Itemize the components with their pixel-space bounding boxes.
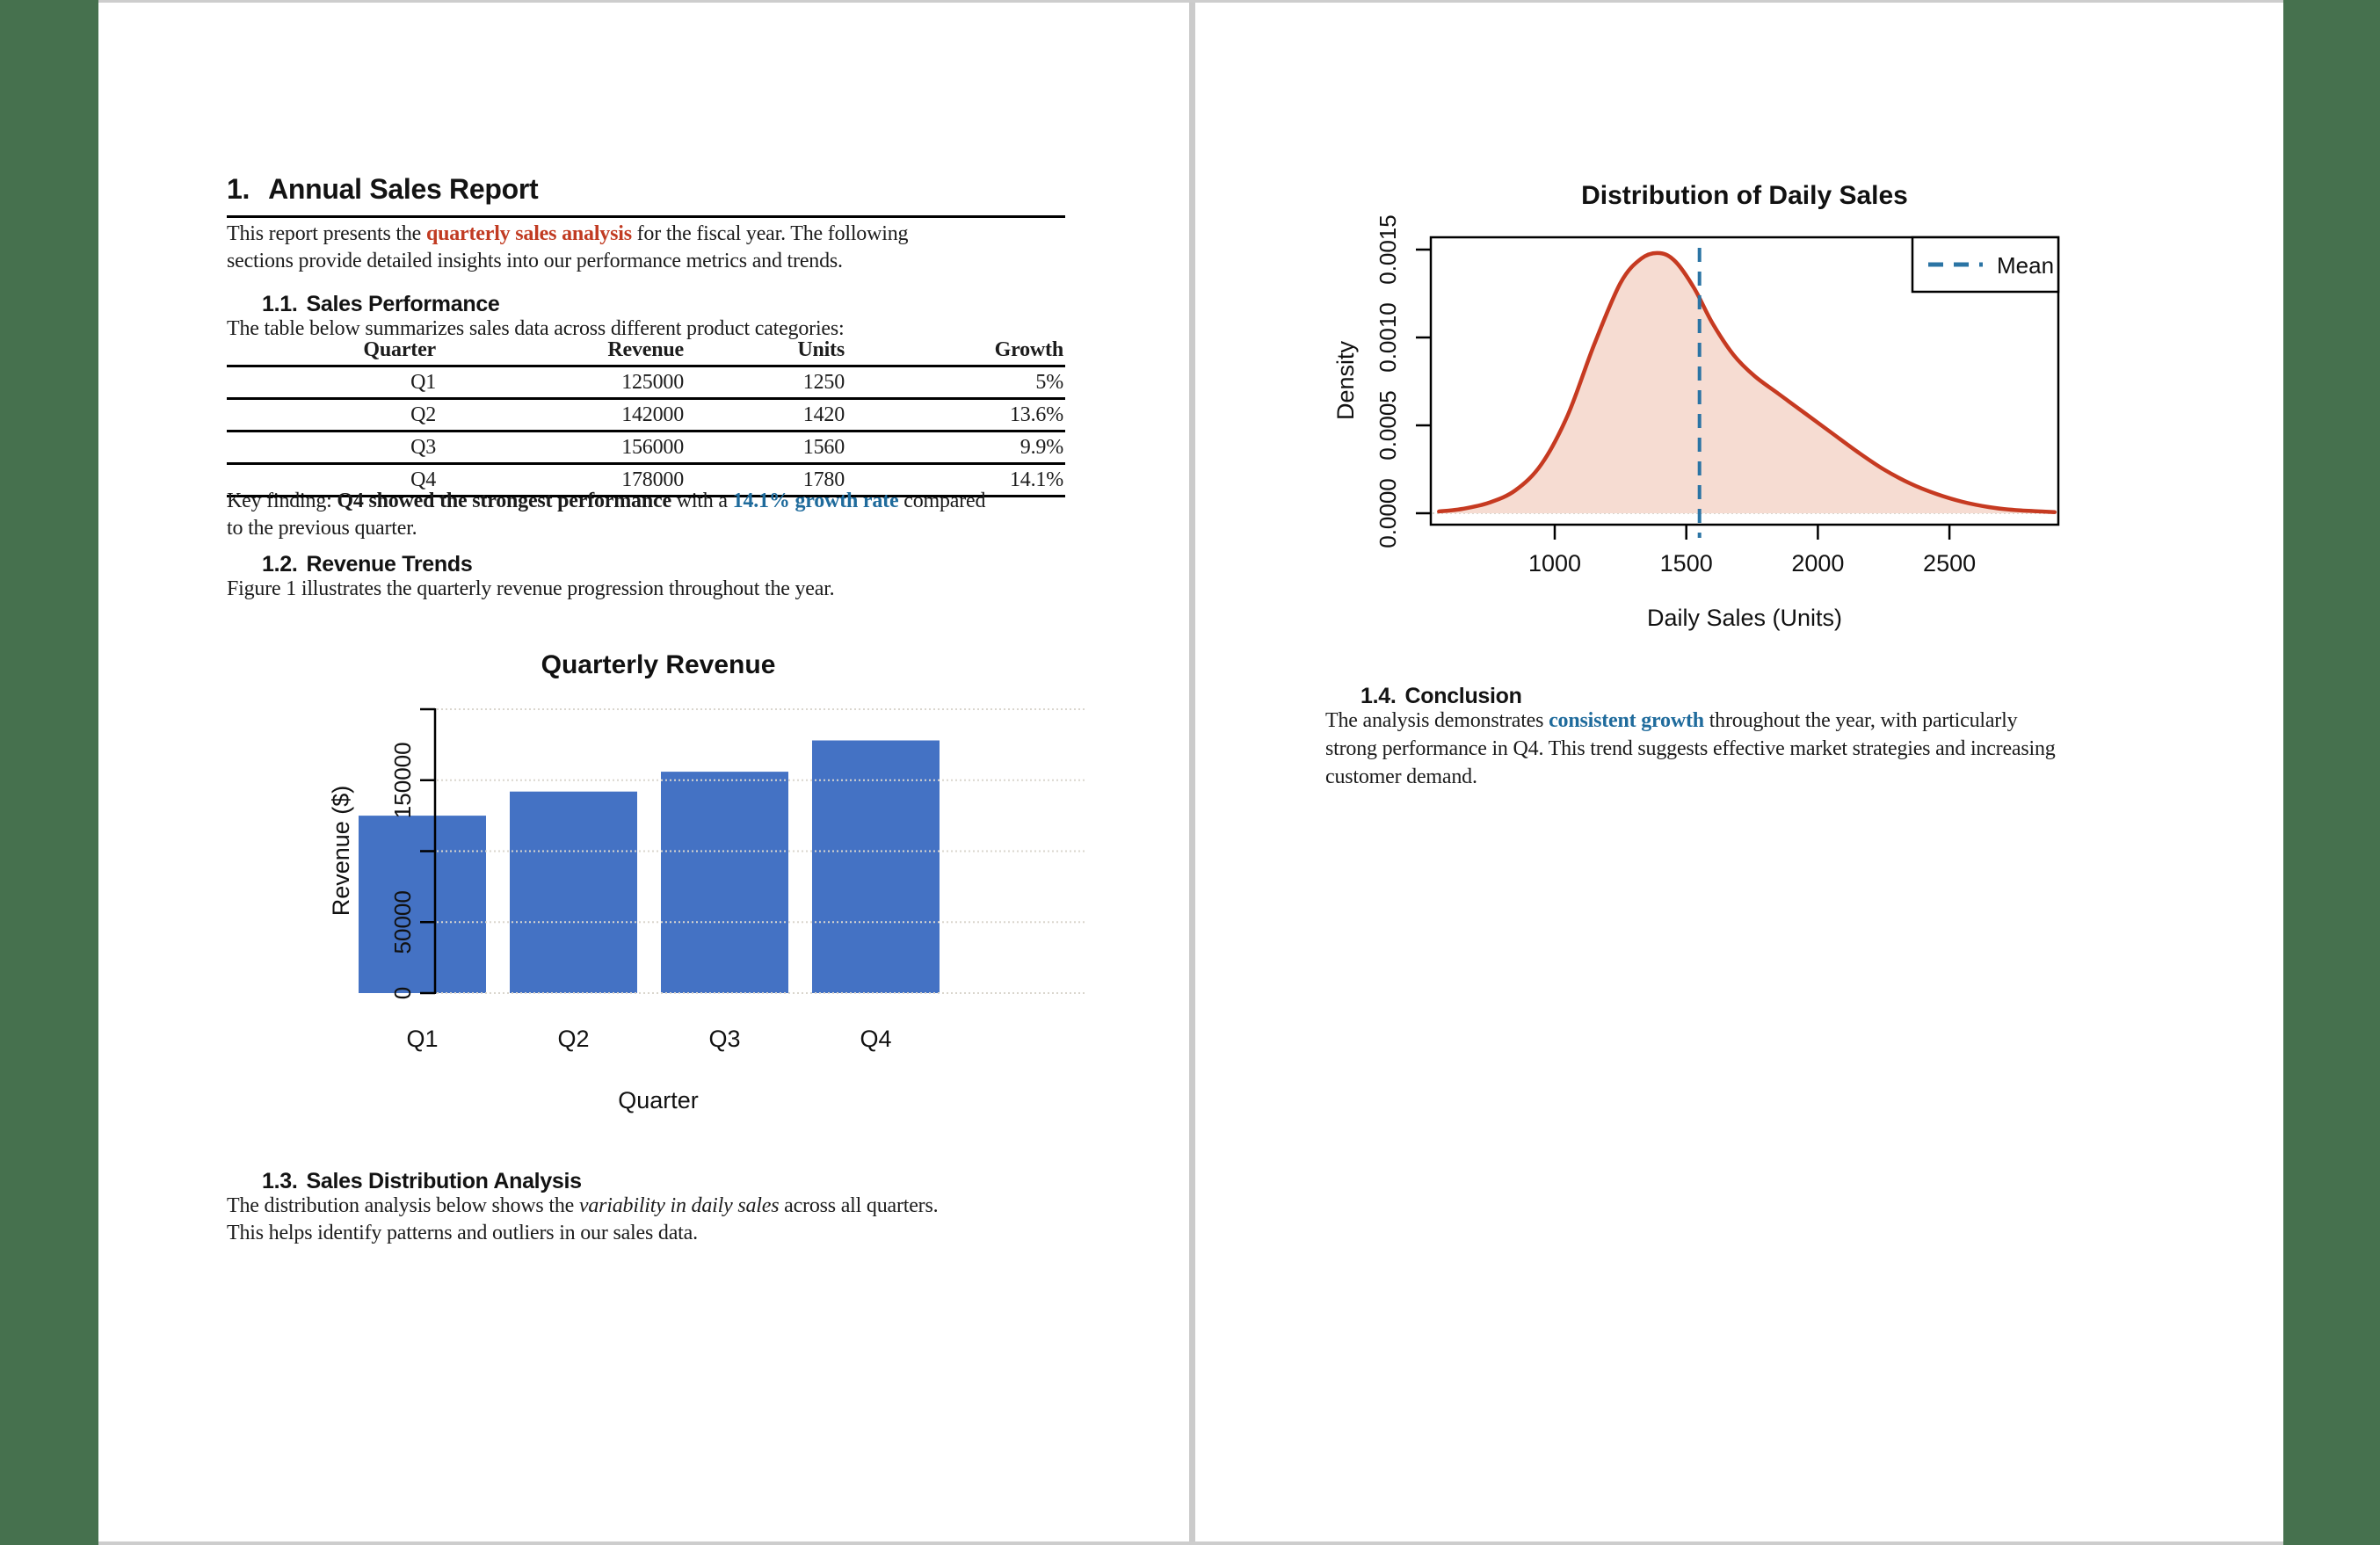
heading-text: Sales Performance [306,292,500,316]
highlight-blue: consistent growth [1549,709,1704,732]
section-heading-1-4 [1361,683,1522,709]
heading-number: 1.3. [262,1169,298,1193]
text-line [1325,707,2056,735]
table-header-row [227,338,1065,366]
table-cell: 13.6% [1010,403,1063,426]
table-cell: 9.9% [1019,436,1063,459]
bar-Q4 [812,741,940,994]
heading-number: 1.2. [262,552,298,577]
heading-text: Conclusion [1404,684,1522,708]
intro-paragraph [227,221,908,275]
heading-text: Annual Sales Report [268,173,539,205]
y-tick-label: 0.0015 [1375,214,1401,285]
document-page-1 [98,0,1189,1545]
y-tick-label: 0.0010 [1375,302,1401,373]
bar-Q2 [510,792,637,993]
y-tick-label: 50000 [389,890,416,954]
text-line: sections provide detailed insights into our performance metrics and trends. [227,250,843,272]
figure-intro [227,576,834,603]
text-line [227,221,908,248]
section-heading-1-3 [262,1168,582,1194]
highlight-red: quarterly sales analysis [425,222,632,245]
heading-number: 1.4. [1361,684,1397,708]
x-axis-label: Quarter [618,1087,699,1113]
table-cell: 1420 [802,403,845,426]
distribution-paragraph [227,1193,938,1247]
text-line: The table below summarizes sales data across different product categories: [227,317,845,340]
table-cell: 1250 [802,371,845,394]
table-cell: 142000 [621,403,684,426]
table-cell: Q1 [410,371,436,394]
key-finding-paragraph [227,488,985,542]
text-span: Key finding: [227,490,337,512]
column-header: Growth [994,338,1063,361]
bar-Q3 [661,772,788,993]
text-span: The distribution analysis below shows the [227,1194,579,1217]
page-title [227,172,538,206]
table-cell: 178000 [621,468,684,491]
x-category-label: Q3 [708,1026,741,1052]
heading-text: Sales Distribution Analysis [306,1169,582,1193]
section-heading-1-2 [262,551,472,577]
bold-span: Q4 showed the strongest performance [337,490,671,512]
legend-label: Mean [1997,252,2055,279]
sales-table [227,338,1065,497]
heading-number: 1.1. [262,292,298,316]
column-header: Revenue [607,338,684,361]
table-cell: 1780 [802,468,845,491]
x-tick-label: 1000 [1527,550,1582,577]
table-cell: Q3 [410,436,436,459]
column-header: Quarter [363,338,436,361]
table-cell: 1560 [802,436,845,459]
table-row [227,432,1065,464]
y-tick-label: 150000 [389,742,416,819]
italic-span: variability in daily sales [578,1194,780,1217]
bar-Q1 [359,816,486,993]
chart-title: Distribution of Daily Sales [1581,181,1908,210]
table-cell: 5% [1035,371,1063,394]
text-line: This helps identify patterns and outliers in our sales data. [227,1222,698,1244]
text-line: customer demand. [1325,765,1477,788]
y-tick-label: 0.0000 [1375,478,1401,548]
table-cell: 156000 [621,436,684,459]
table-cell: 14.1% [1010,468,1063,491]
daily-sales-distribution-chart [1318,149,2250,659]
x-category-label: Q1 [406,1026,439,1052]
text-line: to the previous quarter. [227,517,417,540]
text-span: across all quarters. [779,1194,939,1217]
text-line: strong performance in Q4. This trend suggests effective market strategies and increasing [1325,737,2056,760]
section-heading-1-1 [262,291,500,317]
text-line: Figure 1 illustrates the quarterly revenue progression throughout the year. [227,577,835,600]
y-axis-label: Revenue ($) [328,785,354,917]
text-span: with a [671,490,733,512]
title-rule [227,215,1065,218]
x-tick-label: 1500 [1659,550,1713,577]
document-page-2 [1195,0,2283,1545]
table-cell: Q4 [410,468,436,491]
text-span: for the fiscal year. The following [631,222,909,245]
x-category-label: Q4 [860,1026,892,1052]
y-tick-label: 0 [389,986,416,1000]
x-axis-label: Daily Sales (Units) [1646,605,1843,631]
conclusion-paragraph [1325,707,2056,791]
y-axis-label: Density [1332,340,1359,421]
x-tick-label: 2500 [1923,550,1977,577]
table-cell: Q2 [410,403,436,426]
table-row [227,366,1065,399]
text-span: compared [898,490,986,512]
page-gap-divider [1189,0,1195,1545]
bottom-edge-line [98,1541,2283,1545]
text-span: throughout the year, with particularly [1703,709,2018,732]
highlight-blue: 14.1% growth rate [732,490,899,512]
x-category-label: Q2 [557,1026,590,1052]
heading-text: Revenue Trends [306,552,473,577]
chart-title: Quarterly Revenue [541,650,776,679]
text-line [227,488,985,515]
x-tick-label: 2000 [1791,550,1845,577]
top-edge-line [98,0,2283,3]
text-span: The analysis demonstrates [1325,709,1549,732]
text-line [227,1193,938,1220]
table-cell: 125000 [621,371,684,394]
y-tick-label: 0.0005 [1375,390,1401,461]
column-header: Units [797,338,845,361]
text-span: This report presents the [227,222,426,245]
table-row [227,399,1065,432]
quarterly-revenue-chart [230,631,1144,1134]
heading-number: 1. [227,173,250,205]
